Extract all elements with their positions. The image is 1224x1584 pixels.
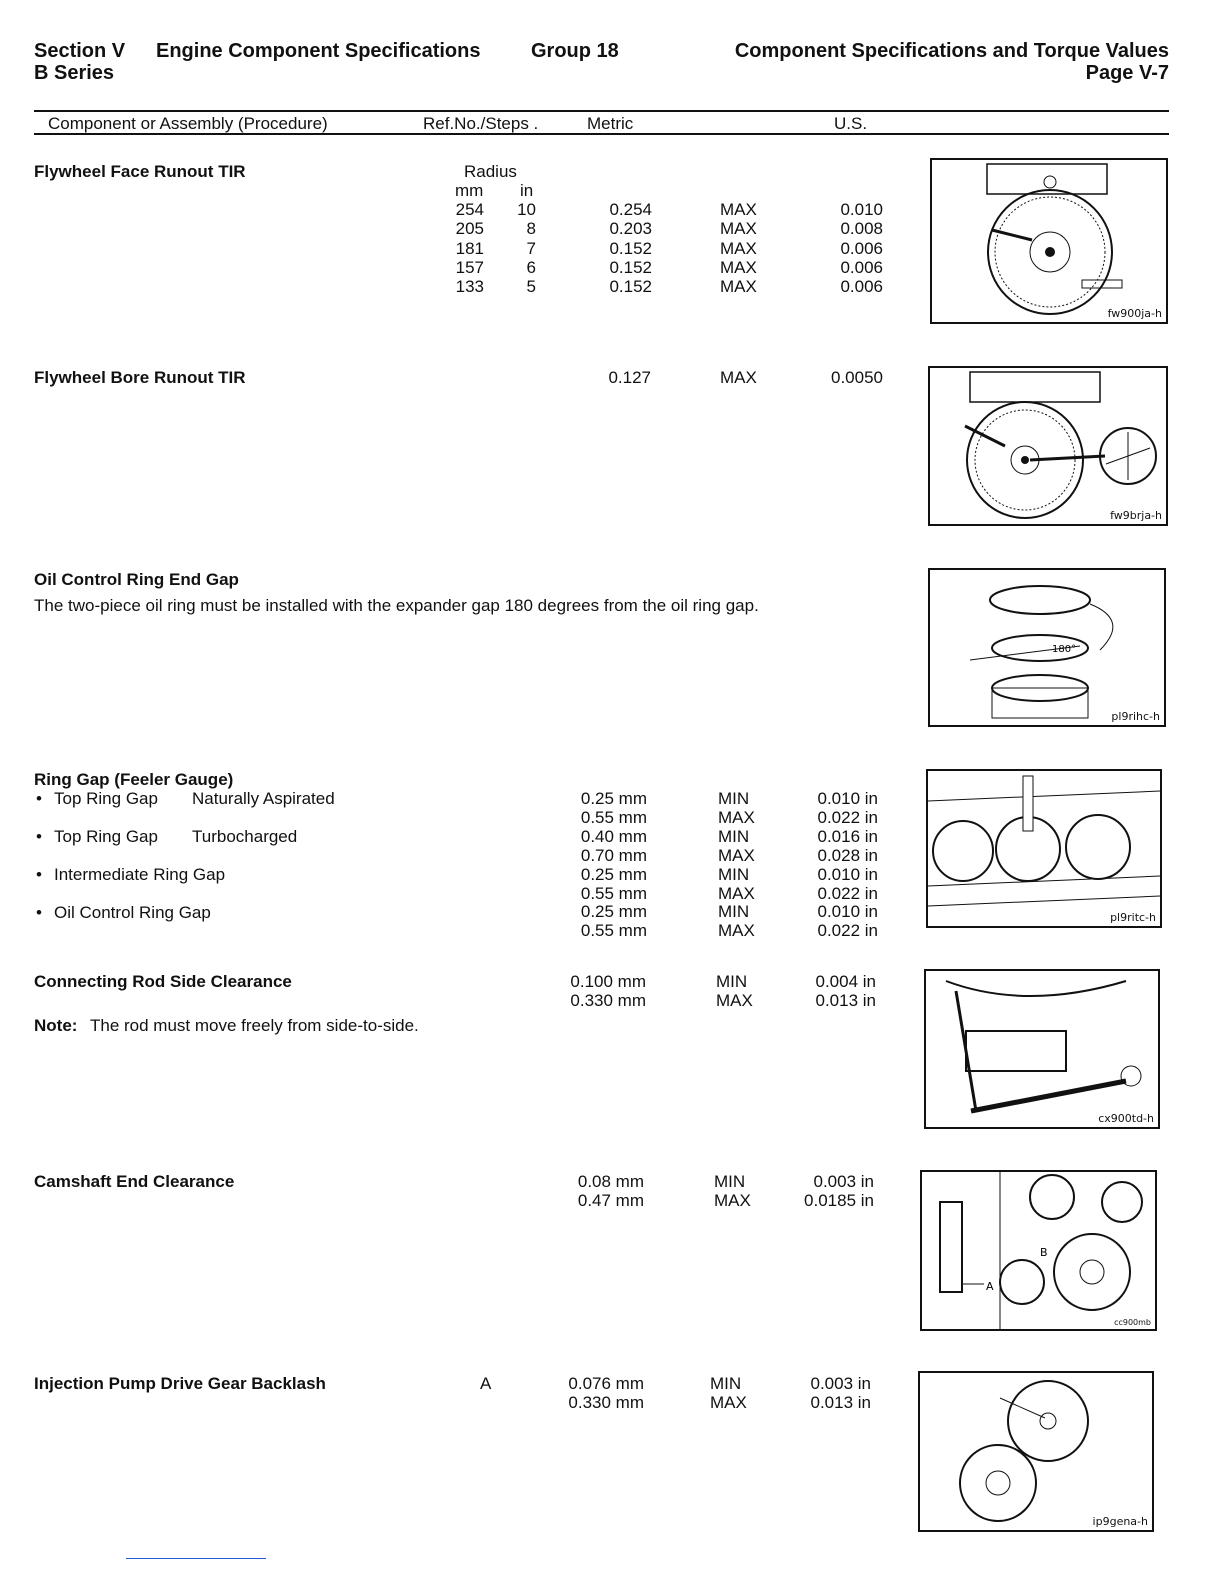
us-value: 0.003 in xyxy=(810,1374,871,1393)
header-rule-top xyxy=(34,110,1169,112)
us-value: 0.006 xyxy=(840,277,883,297)
oil-ring-text: The two-piece oil ring must be installed with the expander gap 180 degrees from the oil ring gap. xyxy=(34,596,759,615)
oil-ring-label: Oil Control Ring End Gap xyxy=(34,570,239,589)
footer-link-line xyxy=(126,1558,266,1559)
camshaft-label: Camshaft End Clearance xyxy=(34,1172,235,1191)
radius-mm: 157 xyxy=(455,257,484,277)
rod-note-text: The rod must move freely from side-to-side. xyxy=(90,1016,419,1035)
limit-value: MAX xyxy=(720,200,757,219)
bullet: • xyxy=(36,865,42,884)
limit-value: MAX xyxy=(720,257,757,277)
camshaft-label-a: A xyxy=(986,1280,994,1293)
us-value: 0.022 in xyxy=(817,921,878,941)
flywheel-face-figure xyxy=(930,158,1168,324)
us-value: 0.010 xyxy=(840,200,883,219)
bullet: • xyxy=(36,827,42,846)
us-value: 0.013 in xyxy=(810,1392,871,1412)
limit-value: MAX xyxy=(720,219,757,239)
injection-label: Injection Pump Drive Gear Backlash xyxy=(34,1374,326,1393)
limit-value: MAX xyxy=(718,921,755,941)
us-value: 0.003 in xyxy=(813,1172,874,1191)
rod-feeler-illustration xyxy=(926,971,1158,1127)
us-value: 0.013 in xyxy=(815,990,876,1010)
flywheel-bore-us: 0.0050 xyxy=(831,368,883,387)
metric-value: 0.47 mm xyxy=(577,1190,644,1210)
rod-note-label: Note: xyxy=(34,1016,78,1035)
metric-value: 0.100 mm xyxy=(570,972,646,991)
flywheel-bore-figure xyxy=(928,366,1168,526)
figure-caption: pl9ritc-h xyxy=(1110,911,1156,924)
figure-caption: cc900mb xyxy=(1114,1318,1151,1327)
limit-value: MAX xyxy=(714,1190,751,1210)
us-value: 0.010 in xyxy=(817,789,878,808)
ring-gap-item-sub: Naturally Aspirated xyxy=(192,789,335,808)
metric-value: 0.70 mm xyxy=(580,845,647,865)
ring-gap-item-sub: Turbocharged xyxy=(192,827,298,846)
us-value: 0.016 in xyxy=(817,826,878,846)
radius-in: 6 xyxy=(526,257,536,277)
figure-caption: ip9gena-h xyxy=(1092,1515,1148,1528)
series-label: B Series xyxy=(34,62,115,84)
figure-caption: fw900ja-h xyxy=(1107,307,1162,320)
metric-value: 0.076 mm xyxy=(568,1374,644,1393)
block-deck-illustration xyxy=(928,771,1160,926)
oil-ring-figure xyxy=(928,568,1166,727)
metric-value: 0.25 mm xyxy=(580,789,647,808)
metric-value: 0.152 xyxy=(609,257,652,277)
limit-value: MAX xyxy=(720,238,757,258)
limit-value: MAX xyxy=(718,883,755,903)
metric-value: 0.55 mm xyxy=(580,921,647,941)
injection-figure xyxy=(918,1371,1154,1532)
flywheel-face-label: Flywheel Face Runout TIR xyxy=(34,162,246,181)
limit-value: MIN xyxy=(718,789,750,808)
us-value: 0.006 xyxy=(840,257,883,277)
us-value: 0.022 in xyxy=(817,807,878,827)
metric-value: 0.203 xyxy=(609,219,652,239)
metric-value: 0.25 mm xyxy=(580,864,647,884)
us-value: 0.010 in xyxy=(817,864,878,884)
us-value: 0.004 in xyxy=(815,972,876,991)
limit-value: MAX xyxy=(716,990,753,1010)
col-ref: Ref.No./Steps . xyxy=(423,114,539,133)
limit-value: MIN xyxy=(718,902,750,922)
angle-label: 180° xyxy=(1052,644,1077,655)
us-value: 0.022 in xyxy=(817,883,878,903)
rod-side-label: Connecting Rod Side Clearance xyxy=(34,972,292,991)
bullet: • xyxy=(36,789,42,808)
radius-mm: 205 xyxy=(455,219,484,239)
flywheel-illustration xyxy=(932,160,1166,322)
limit-value: MIN xyxy=(718,826,750,846)
radius-mm: 133 xyxy=(455,277,484,297)
figure-caption: pl9rihc-h xyxy=(1111,710,1160,723)
figure-caption: fw9brja-h xyxy=(1110,509,1162,522)
oil-ring-illustration xyxy=(930,570,1164,725)
radius-label: Radius xyxy=(464,162,517,181)
col-component: Component or Assembly (Procedure) xyxy=(48,114,328,133)
metric-value: 0.40 mm xyxy=(580,826,647,846)
us-value: 0.010 in xyxy=(817,902,878,922)
limit-value: MAX xyxy=(710,1392,747,1412)
us-value: 0.006 xyxy=(840,238,883,258)
flywheel-bore-label: Flywheel Bore Runout TIR xyxy=(34,368,246,387)
page-number: Page V-7 xyxy=(1085,62,1169,84)
pump-gear-illustration xyxy=(920,1373,1152,1530)
limit-value: MIN xyxy=(718,864,750,884)
limit-value: MIN xyxy=(710,1374,742,1393)
ring-gap-item-name: Top Ring Gap xyxy=(54,827,158,846)
radius-in: 10 xyxy=(517,200,536,219)
radius-mm: 254 xyxy=(455,200,484,219)
metric-value: 0.25 mm xyxy=(580,902,647,922)
limit-value: MAX xyxy=(718,845,755,865)
us-value: 0.028 in xyxy=(817,845,878,865)
metric-value: 0.330 mm xyxy=(570,990,646,1010)
limit-value: MAX xyxy=(720,277,757,297)
metric-value: 0.152 xyxy=(609,277,652,297)
ring-gap-label: Ring Gap (Feeler Gauge) xyxy=(34,770,234,789)
metric-value: 0.55 mm xyxy=(580,807,647,827)
radius-in: 8 xyxy=(526,219,536,239)
in-label: in xyxy=(520,181,534,200)
group-label: Group 18 xyxy=(531,40,619,62)
metric-value: 0.55 mm xyxy=(580,883,647,903)
camshaft-figure xyxy=(920,1170,1157,1331)
figure-caption: cx900td-h xyxy=(1098,1112,1154,1125)
limit-value: MAX xyxy=(718,807,755,827)
ring-gap-item-name: Top Ring Gap xyxy=(54,789,158,808)
section-title: Engine Component Specifications xyxy=(156,40,481,62)
limit-value: MIN xyxy=(714,1172,746,1191)
flywheel-bore-illustration xyxy=(930,368,1166,524)
ring-gap-item-name: Intermediate Ring Gap xyxy=(54,865,226,884)
flywheel-bore-limit: MAX xyxy=(720,368,757,387)
col-us: U.S. xyxy=(834,114,868,133)
camshaft-label-b: B xyxy=(1040,1246,1048,1259)
us-value: 0.008 xyxy=(840,219,883,239)
metric-value: 0.152 xyxy=(609,238,652,258)
metric-value: 0.330 mm xyxy=(568,1392,644,1412)
flywheel-bore-metric: 0.127 xyxy=(608,368,651,387)
right-title: Component Specifications and Torque Values xyxy=(734,40,1169,62)
ring-gap-item-name: Oil Control Ring Gap xyxy=(54,903,211,922)
us-value: 0.0185 in xyxy=(804,1190,874,1210)
section-label: Section V xyxy=(34,40,126,62)
rod-side-figure xyxy=(924,969,1160,1129)
mm-label: mm xyxy=(455,181,484,200)
metric-value: 0.08 mm xyxy=(577,1172,644,1191)
col-metric: Metric xyxy=(587,114,634,133)
metric-value: 0.254 xyxy=(609,200,652,219)
gear-train-illustration xyxy=(922,1172,1155,1329)
header-rule-bottom xyxy=(34,133,1169,135)
radius-mm: 181 xyxy=(455,238,484,258)
radius-in: 7 xyxy=(526,238,536,258)
bullet: • xyxy=(36,903,42,922)
limit-value: MIN xyxy=(716,972,748,991)
injection-ref: A xyxy=(480,1374,492,1393)
ring-gap-figure xyxy=(926,769,1162,928)
radius-in: 5 xyxy=(526,277,536,297)
